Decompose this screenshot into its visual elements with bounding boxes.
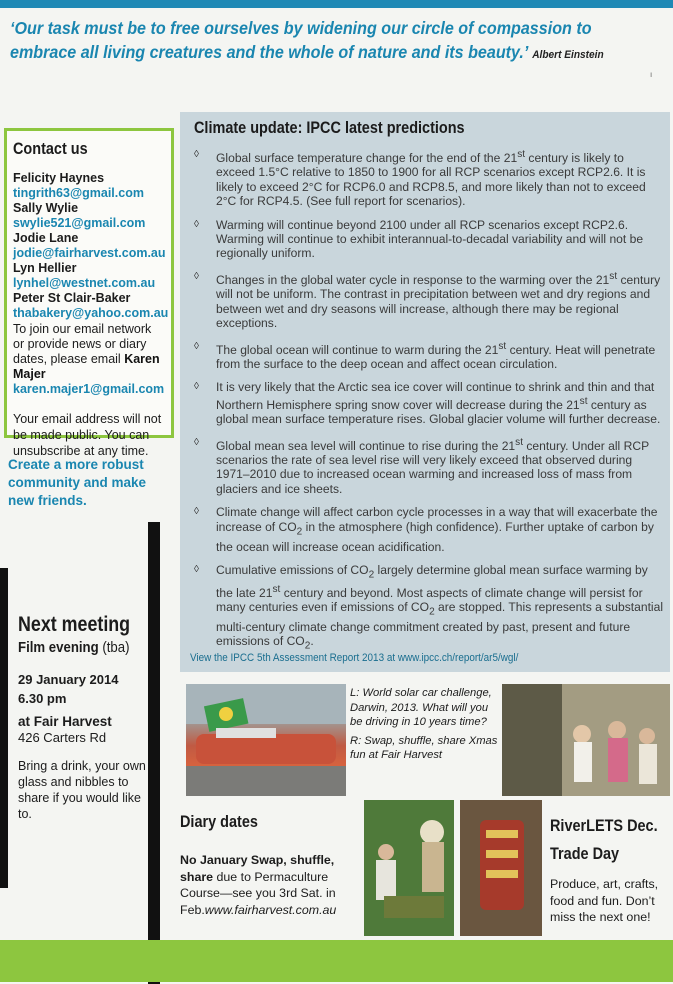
- contact-person: [13, 231, 165, 261]
- privacy-note: Your email address will not be made public. You can unsubscribe at any time.: [13, 412, 162, 458]
- diary-text: [180, 852, 360, 918]
- market-stall-photo: [364, 800, 454, 936]
- einstein-quote: [10, 16, 608, 67]
- climate-bullet: ◊ Warming will continue beyond 2100 under all RCP scenarios except RCP2.6. Warming will continue to exhibit interannual-to-decadal variability and will not be regionally uniform.: [194, 217, 644, 261]
- meeting-time: 6.30 pm: [18, 691, 67, 706]
- join-text: To join our email network or provide news or diary dates, please email: [13, 322, 152, 366]
- top-color-bar: [0, 0, 673, 8]
- climate-title: Climate update: IPCC latest predictions: [194, 118, 465, 137]
- diamond-bullet-icon: ◊: [194, 270, 199, 282]
- contact-name: Lyn Hellier: [13, 261, 77, 275]
- riverlets-title-2: Trade Day: [550, 844, 620, 863]
- diamond-bullet-icon: ◊: [194, 506, 199, 518]
- climate-bullet: ◊ Global mean sea level will continue to rise during the 21st century. Under all RCP scenarios the rate of sea level rise will very likely exceed that observed during 1971–2010 due to increased ocean warming and increased loss of mass from glaciers and ice sheets.: [194, 436, 649, 496]
- diary-dates: [180, 812, 360, 918]
- contact-person: [13, 291, 169, 321]
- quote-author: Albert Einstein: [532, 49, 604, 61]
- contact-person: [13, 201, 165, 231]
- ipcc-report-link[interactable]: View the IPCC 5th Assessment Report 2013 at www.ipcc.ch/report/ar5/wgl/: [190, 652, 519, 664]
- diamond-bullet-icon: ◊: [194, 436, 199, 448]
- contact-email[interactable]: jodie@fairharvest.com.au: [13, 246, 166, 260]
- venue-address: 426 Carters Rd: [18, 730, 107, 745]
- quote-text: ‘Our task must be to free ourselves by widening our circle of compassion to embrace all living creatures and the whole of nature and its beauty.’: [10, 18, 592, 62]
- photo-caption-left: L: World solar car challenge, Darwin, 2013. What will you be driving in 10 years time?: [350, 687, 492, 728]
- swap-shuffle-photo: [502, 684, 670, 796]
- climate-bullet: ◊ The global ocean will continue to warm during the 21st century. Heat will penetrate from the surface to the deep ocean and affect ocean circulation.: [194, 340, 656, 371]
- meeting-title: Next meeting: [18, 613, 131, 636]
- contact-person: [13, 171, 165, 201]
- meeting-event-note: (tba): [102, 639, 130, 656]
- meeting-divider-bar: [148, 522, 160, 984]
- riverlets-text: Produce, art, crafts, food and fun. Don’t miss the next one!: [550, 877, 659, 924]
- riverlets-title-1: RiverLETS Dec.: [550, 816, 658, 835]
- diamond-bullet-icon: ◊: [194, 340, 199, 352]
- diamond-bullet-icon: ◊: [194, 381, 199, 393]
- page-mark: ı: [650, 70, 653, 79]
- meeting-venue: [18, 714, 148, 746]
- crafts-illustration: [460, 800, 542, 936]
- meeting-event: Film evening: [18, 639, 99, 656]
- join-network-text: [13, 322, 165, 397]
- contact-person: [13, 261, 165, 291]
- diary-site-link[interactable]: www.fairharvest.com.au: [204, 902, 337, 917]
- contact-name: Jodie Lane: [13, 231, 79, 245]
- solar-car-illustration: [186, 684, 346, 796]
- meeting-bring-note: Bring a drink, your own glass and nibbles to share if you would like to.: [18, 759, 146, 821]
- venue-name: at Fair Harvest: [18, 714, 112, 729]
- contact-email[interactable]: swylie521@gmail.com: [13, 216, 146, 230]
- bottom-color-bar: [0, 940, 673, 982]
- climate-bullet: ◊ Climate change will affect carbon cycle processes in a way that will exacerbate the increase of $CO_2$ in the atmosphere (high confidence). Further uptake of carbon by the ocean will increase ocean acidification.: [194, 505, 658, 554]
- solar-car-photo: [186, 684, 346, 796]
- contact-box: [4, 128, 174, 458]
- join-name: Karen Majer: [13, 352, 160, 381]
- diamond-bullet-icon: ◊: [194, 149, 199, 160]
- join-email[interactable]: karen.majer1@gmail.com: [13, 382, 165, 396]
- diary-rest: due to Permaculture Course—see you 3rd Sat. in Feb.: [180, 869, 336, 917]
- contact-name: Felicity Haynes: [13, 171, 105, 185]
- diary-bold: No January Swap, shuffle, share: [180, 853, 335, 884]
- climate-update-panel: [180, 112, 670, 672]
- contact-email[interactable]: thabakery@yahoo.com.au: [13, 306, 169, 320]
- climate-bullet: ◊ Global surface temperature change for the end of the 21st century is likely to exceed 1.5°C relative to 1850 to 1900 for all RCP scenarios except RCP2.6. It is likely to exceed 2°C for RCP6.0 and RCP8.5, and more likely than not to exceed 2°C for RCP4.5. (See full report for scenarios).: [194, 149, 646, 209]
- diamond-bullet-icon: ◊: [194, 218, 199, 230]
- photo-caption: [350, 686, 500, 763]
- climate-bullet: ◊ Cumulative emissions of $CO_2$ largely determine global mean surface warming by the late 21st century and beyond. Most aspects of climate change will persist for many centuries even if emissions of $CO_2$ are stopped. This represents a substantial multi-century climate change commitment created by past, present and future emissions of $CO_2$.: [194, 562, 664, 652]
- climate-bullet: ◊ It is very likely that the Arctic sea ice cover will continue to shrink and thin and that Northern Hemisphere spring snow cover will decrease during the 21st century as global mean surface temperature rises. Global glacier volume will further decrease.: [194, 380, 661, 427]
- crowd-illustration: [502, 684, 670, 796]
- contact-title: Contact us: [13, 139, 88, 158]
- crafts-photo: [460, 800, 542, 936]
- diamond-bullet-icon: ◊: [194, 563, 199, 575]
- meeting-left-bar: [0, 568, 8, 888]
- contact-email[interactable]: tingrith63@gmail.com: [13, 186, 144, 200]
- meeting-date: 29 January 2014: [18, 672, 119, 687]
- next-meeting: [18, 612, 148, 822]
- contact-email[interactable]: lynhel@westnet.com.au: [13, 276, 156, 290]
- meeting-subtitle: [18, 638, 132, 658]
- contact-name: Peter St Clair-Baker: [13, 291, 131, 305]
- market-illustration: [364, 800, 454, 936]
- community-slogan: Create a more robust community and make new friends.: [8, 457, 147, 508]
- climate-bullets: [194, 148, 664, 663]
- diary-title: Diary dates: [180, 812, 258, 831]
- contact-name: Sally Wylie: [13, 201, 79, 215]
- meeting-datetime: [18, 670, 148, 708]
- climate-bullet: ◊ Changes in the global water cycle in response to the warming over the 21st century will not be uniform. The contrast in precipitation between wet and dry regions and between wet and dry seasons will increase, although there may be regional exceptions.: [194, 270, 661, 331]
- riverlets-trade-day: [550, 812, 668, 926]
- photo-caption-right: R: Swap, shuffle, share Xmas fun at Fair Harvest: [350, 734, 498, 761]
